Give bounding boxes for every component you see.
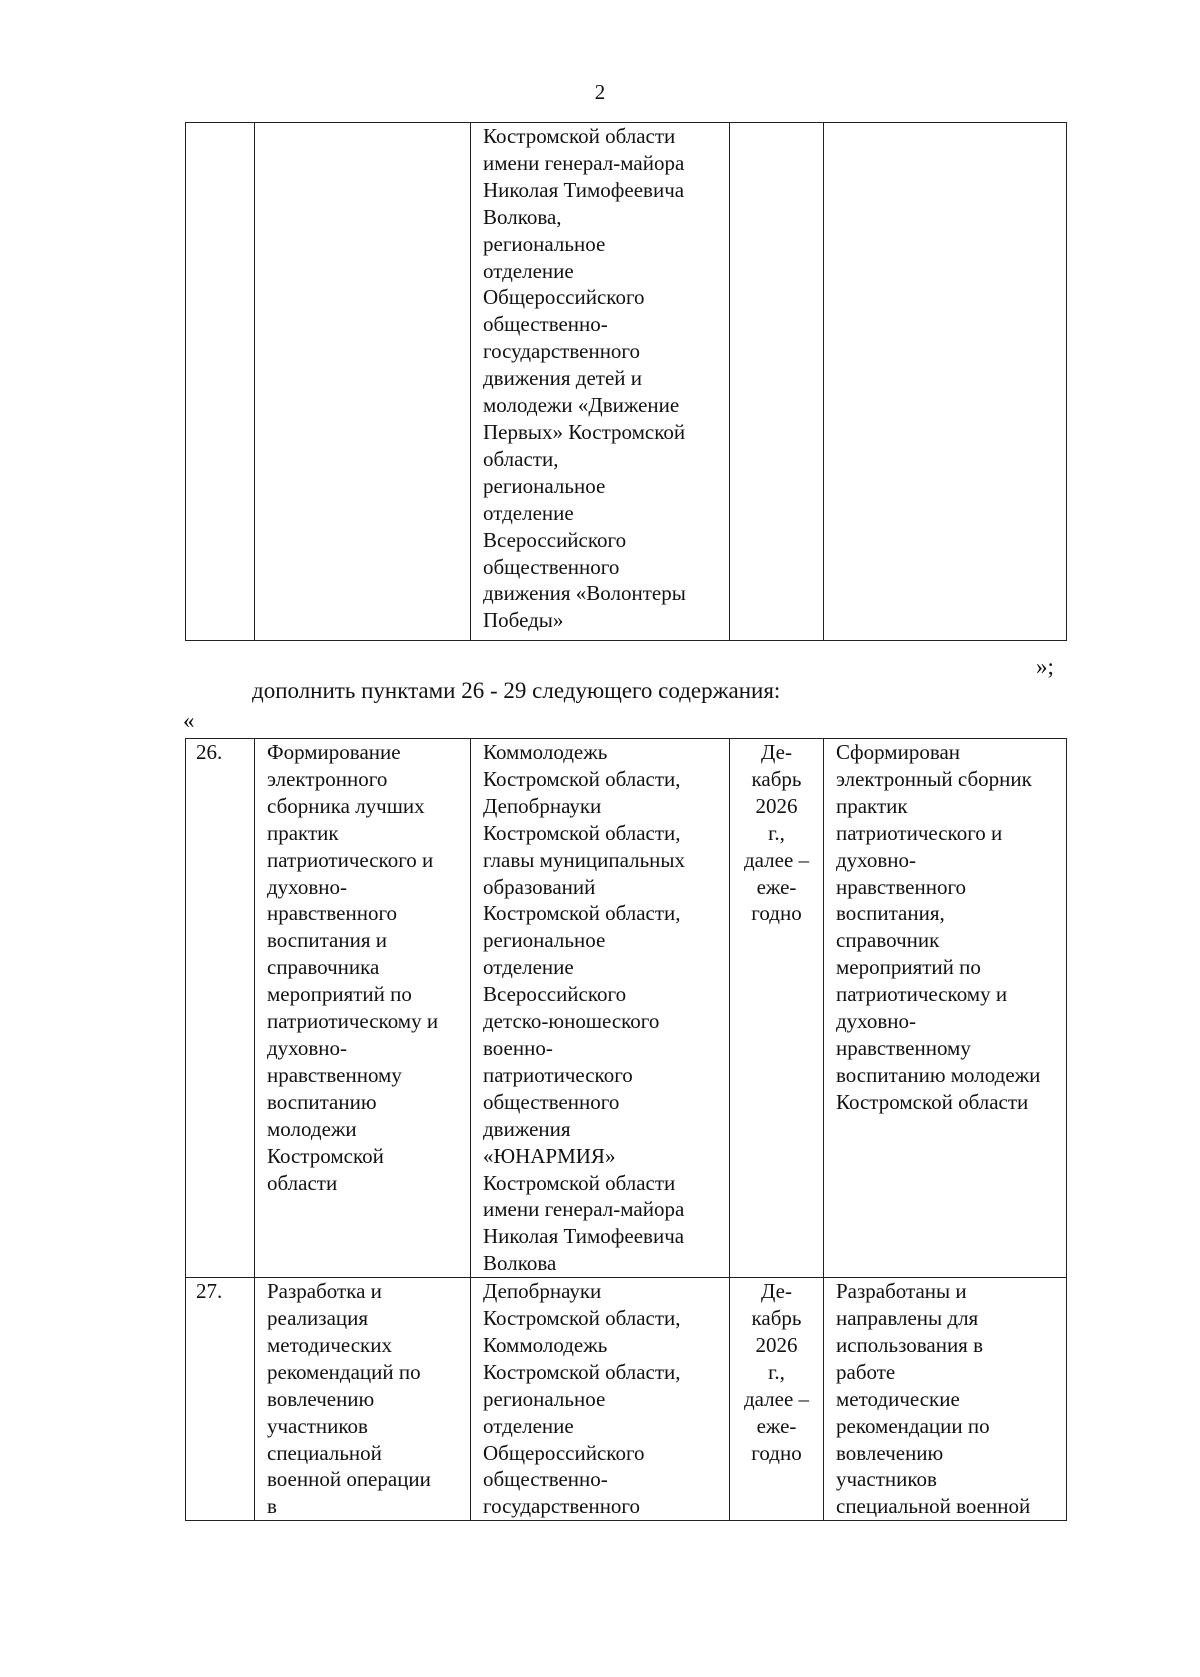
cell-line: воспитания, — [836, 901, 945, 926]
cell-line: Победы» — [483, 608, 564, 633]
cell-line: движения детей и — [483, 366, 643, 391]
cell-line: молодежи — [267, 1116, 357, 1141]
cell-line: воспитания и — [267, 928, 387, 953]
cell-line: Волкова, — [483, 204, 562, 229]
responsible-cell — [471, 123, 730, 641]
cell-line: сборника лучших — [267, 793, 425, 818]
cell-line: региональное — [483, 231, 606, 256]
cell-line: отделение — [483, 500, 574, 525]
cell-line: Коммолодежь — [483, 740, 608, 764]
cell-line: патриотического и — [836, 820, 1003, 845]
cell-line: Костромской области, — [483, 766, 681, 791]
opening-quote: « — [183, 708, 195, 733]
date-cell — [730, 739, 824, 1278]
cell-line: области, — [483, 446, 559, 471]
cell-line: далее – — [743, 847, 810, 872]
cell-line: рекомендации по — [836, 1413, 990, 1438]
cell-line: специальной — [267, 1440, 382, 1465]
cell-line: региональное — [483, 473, 606, 498]
cell-line: электронного — [267, 766, 388, 791]
cell-line: еже- — [756, 874, 797, 899]
cell-line: годно — [751, 901, 802, 926]
event-cell — [255, 123, 471, 641]
cell-line: воспитанию молодежи — [836, 1062, 1041, 1087]
cell-line: методических — [267, 1332, 392, 1357]
cell-line: мероприятий по — [836, 955, 981, 980]
cell-line: 2026 — [755, 793, 798, 818]
event-cell — [255, 1278, 471, 1521]
cell-line: участников — [836, 1467, 937, 1492]
cell-line: духовно- — [836, 847, 917, 872]
cell-line: отделение — [483, 258, 574, 283]
cell-line: Костромской области — [483, 1170, 676, 1195]
closing-quote: »; — [1036, 654, 1054, 679]
cell-line: практик — [836, 793, 908, 818]
table-row — [186, 123, 1067, 641]
cell-line: патриотического — [483, 1062, 633, 1087]
cell-line: Общероссийского — [483, 1440, 645, 1465]
cell-line: еже- — [756, 1413, 797, 1438]
cell-line: государственного — [483, 339, 641, 364]
cell-line: в — [267, 1494, 277, 1519]
cell-line: духовно- — [267, 1035, 348, 1060]
table-row — [186, 739, 1067, 1278]
cell-line: вовлечению — [267, 1386, 375, 1411]
cell-line: общественно- — [483, 1467, 608, 1492]
cell-line: справочника — [267, 955, 380, 980]
cell-line: «ЮНАРМИЯ» — [483, 1143, 616, 1168]
cell-line: электронный сборник — [836, 766, 1032, 791]
cell-line: практик — [267, 820, 339, 845]
cell-line: кабрь — [751, 766, 802, 791]
cell-line: г., — [768, 1359, 785, 1384]
cell-line: Де- — [761, 1279, 792, 1304]
cell-line: отделение — [483, 1413, 574, 1438]
cell-line: Депобрнауки — [483, 1279, 602, 1304]
cell-line: нравственному — [267, 1062, 402, 1087]
cell-line: Формирование — [267, 740, 401, 764]
cell-line: Костромской области, — [483, 901, 681, 926]
result-cell — [824, 739, 1067, 1278]
cell-line: государственного — [483, 1494, 641, 1519]
cell-line: региональное — [483, 1386, 606, 1411]
cell-line: движения «Волонтеры — [483, 581, 686, 606]
cell-line: нравственного — [267, 901, 398, 926]
cell-line: нравственному — [836, 1035, 971, 1060]
amendment-intro-text: дополнить пунктами 26 - 29 следующего содержания: — [252, 678, 781, 703]
cell-line: мероприятий по — [267, 982, 412, 1007]
cell-line: рекомендаций по — [267, 1359, 421, 1384]
cell-line: духовно- — [836, 1009, 917, 1034]
cell-line: Всероссийского — [483, 527, 627, 552]
cell-line: Коммолодежь — [483, 1332, 608, 1357]
cell-line: г., — [768, 820, 785, 845]
table-row — [186, 1278, 1067, 1521]
number-cell: 27. — [186, 1278, 255, 1521]
cell-line: справочник — [836, 928, 940, 953]
cell-line: региональное — [483, 928, 606, 953]
cell-line: главы муниципальных — [483, 847, 686, 872]
cell-line: участников — [267, 1413, 368, 1438]
cell-line: работе — [836, 1359, 896, 1384]
cell-line: военной операции — [267, 1467, 431, 1492]
cell-line: движения — [483, 1116, 571, 1141]
cell-line: Костромской области — [836, 1089, 1029, 1114]
responsible-cell — [471, 739, 730, 1278]
cell-line: патриотическому и — [267, 1009, 439, 1034]
continued-table — [185, 122, 1067, 641]
cell-line: Де- — [761, 740, 792, 764]
event-cell — [255, 739, 471, 1278]
cell-line: молодежи «Движение — [483, 393, 680, 418]
cell-line: Костромской области, — [483, 1306, 681, 1331]
cell-line: области — [267, 1170, 338, 1195]
cell-line: далее – — [743, 1386, 810, 1411]
cell-line: духовно- — [267, 874, 348, 899]
cell-line: образований — [483, 874, 596, 899]
cell-line: Костромской области, — [483, 1359, 681, 1384]
cell-line: Первых» Костромской — [483, 419, 686, 444]
cell-line: Костромской — [267, 1143, 384, 1168]
amendment-table — [185, 738, 1067, 1521]
cell-line: военно- — [483, 1035, 553, 1060]
cell-line: кабрь — [751, 1306, 802, 1331]
result-cell — [824, 123, 1067, 641]
cell-line: Костромской области — [483, 124, 676, 148]
cell-line: реализация — [267, 1306, 369, 1331]
cell-line: общественно- — [483, 312, 608, 337]
cell-line: Разработаны и — [836, 1279, 967, 1304]
cell-line: Разработка и — [267, 1279, 382, 1304]
cell-line: Волкова — [483, 1251, 557, 1276]
cell-line: детско-юношеского — [483, 1009, 660, 1034]
cell-line: общественного — [483, 1089, 620, 1114]
number-cell — [186, 123, 255, 641]
cell-line: имени генерал-майора — [483, 150, 685, 175]
page-number: 2 — [594, 80, 606, 104]
cell-line: использования в — [836, 1332, 984, 1357]
cell-line: Николая Тимофеевича — [483, 177, 685, 202]
cell-line: имени генерал-майора — [483, 1197, 685, 1222]
cell-line: Костромской области, — [483, 820, 681, 845]
cell-line: Депобрнауки — [483, 793, 602, 818]
cell-line: Николая Тимофеевича — [483, 1224, 685, 1249]
cell-line: патриотическому и — [836, 982, 1008, 1007]
cell-line: вовлечению — [836, 1440, 944, 1465]
result-cell — [824, 1278, 1067, 1521]
cell-line: годно — [751, 1440, 802, 1465]
cell-line: специальной военной — [836, 1494, 1031, 1519]
cell-line: нравственного — [836, 874, 967, 899]
cell-line: Всероссийского — [483, 982, 627, 1007]
cell-line: отделение — [483, 955, 574, 980]
date-cell — [730, 123, 824, 641]
cell-line: 2026 — [755, 1332, 798, 1357]
number-cell: 26. — [186, 739, 255, 1278]
date-cell — [730, 1278, 824, 1521]
cell-line: методические — [836, 1386, 960, 1411]
cell-line: патриотического и — [267, 847, 434, 872]
cell-line: воспитанию — [267, 1089, 377, 1114]
cell-line: Общероссийского — [483, 285, 645, 310]
responsible-cell — [471, 1278, 730, 1521]
cell-line: направлены для — [836, 1306, 979, 1331]
cell-line: Сформирован — [836, 740, 961, 764]
cell-line: общественного — [483, 554, 620, 579]
